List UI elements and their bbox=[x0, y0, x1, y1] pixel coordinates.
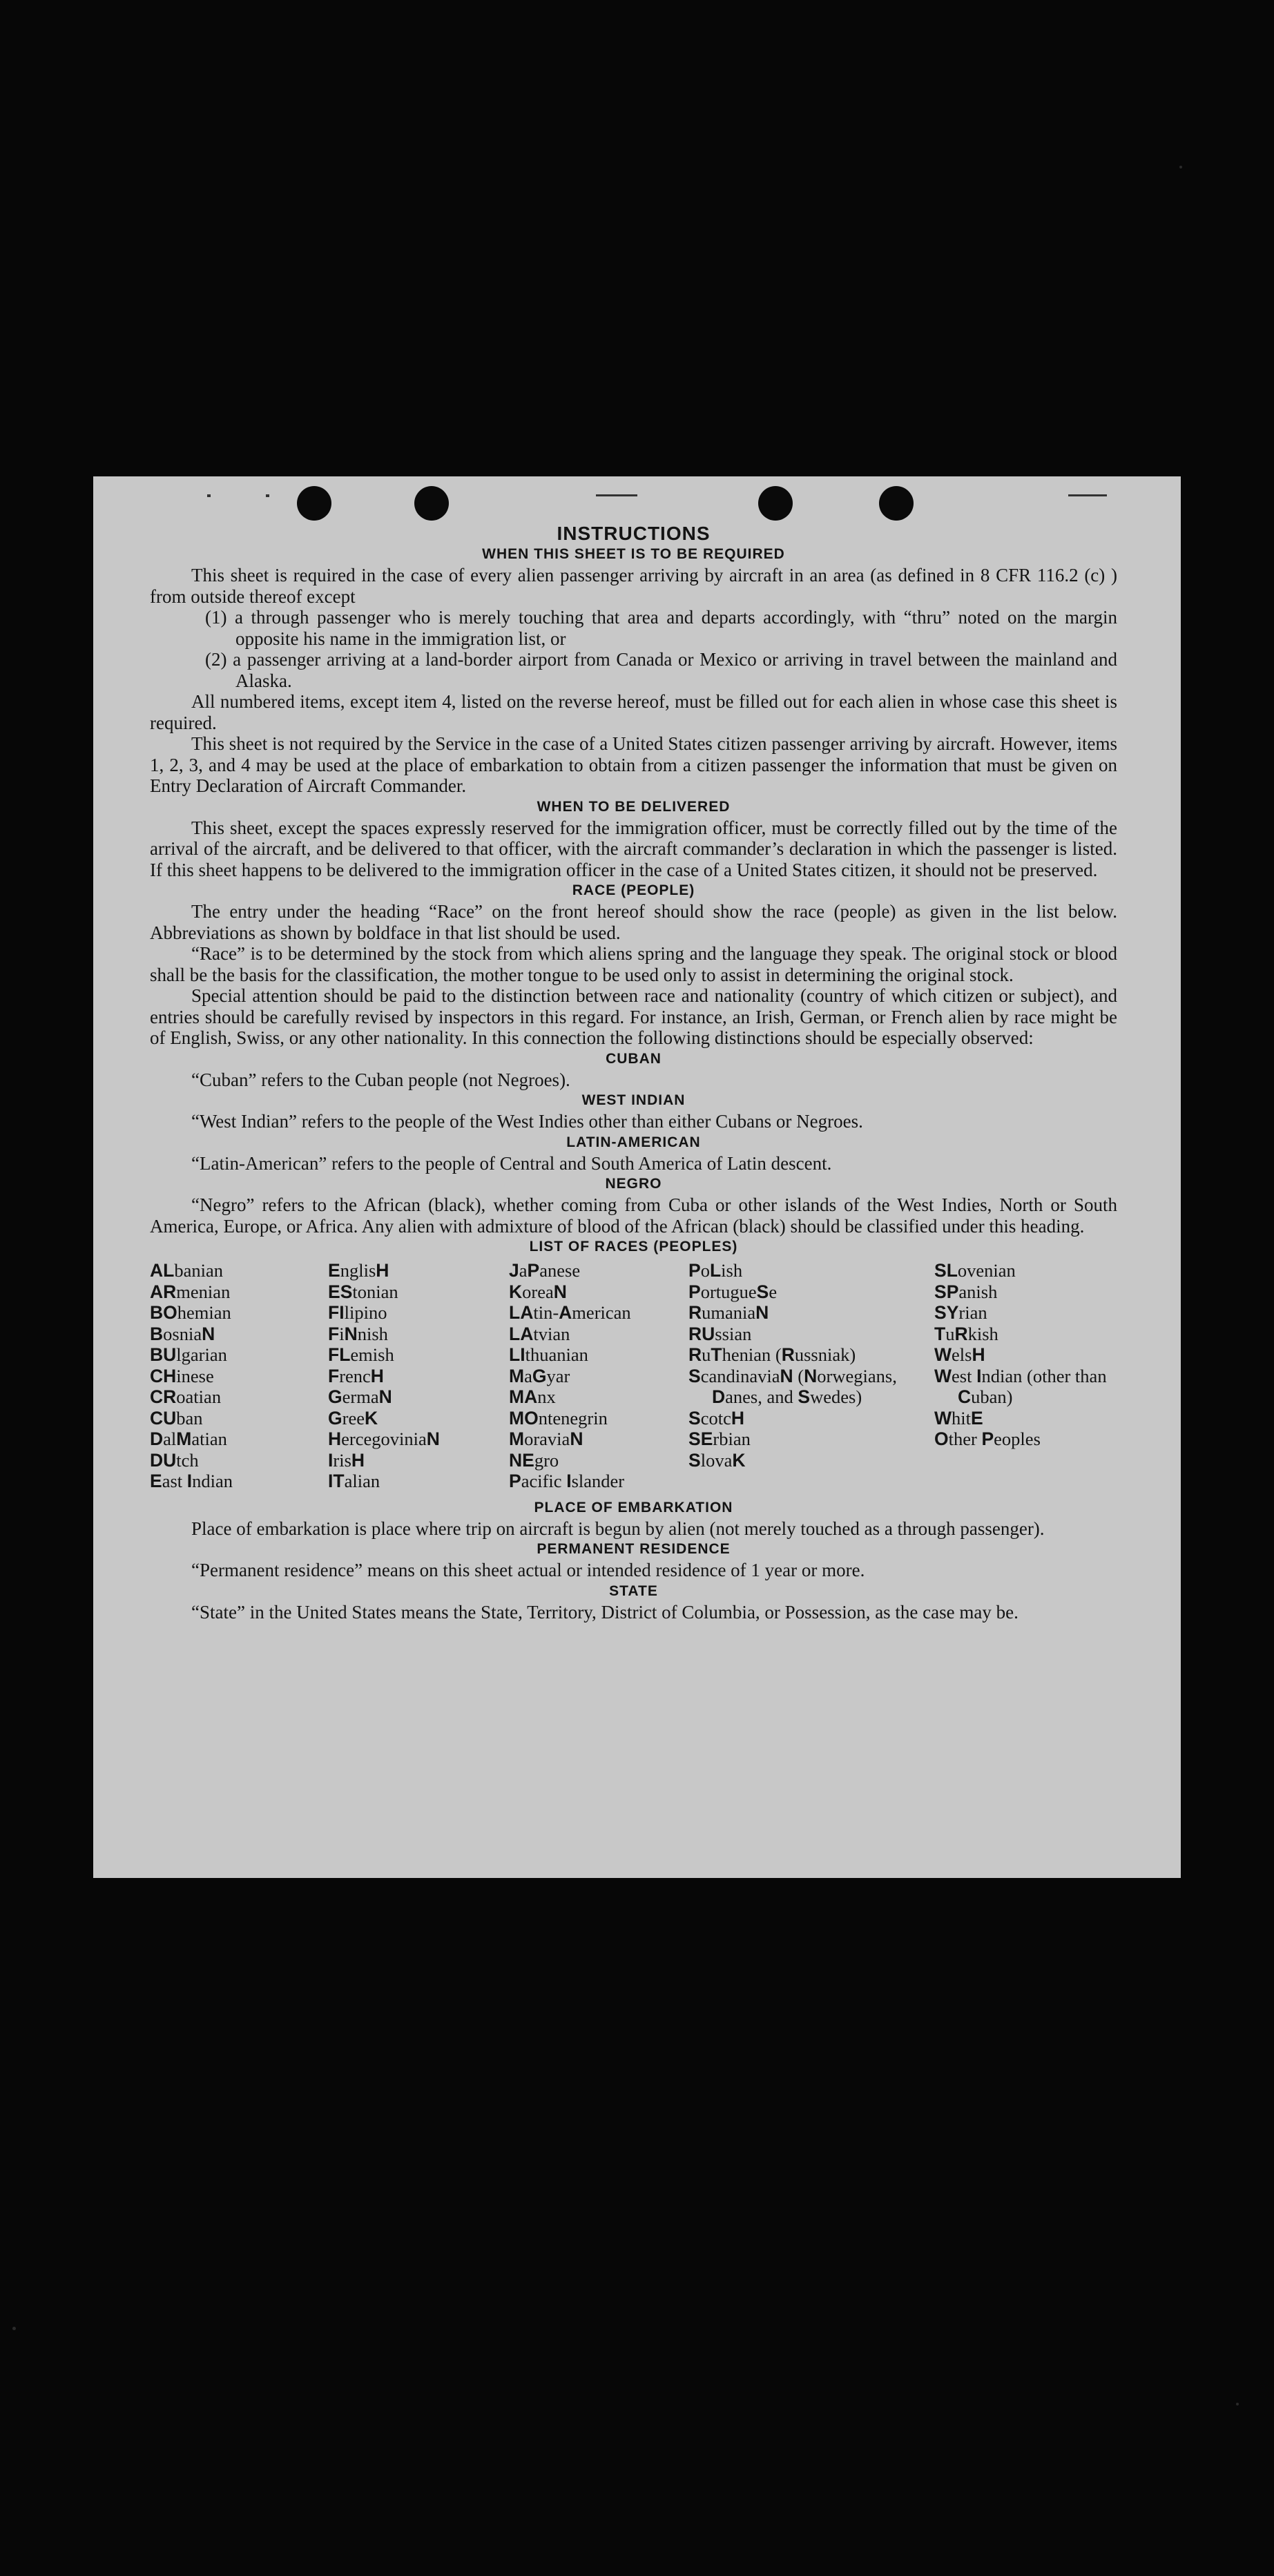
race-column bbox=[934, 1260, 1114, 1492]
race-column bbox=[150, 1260, 328, 1492]
race-entry: RuThenian (Russniak) bbox=[688, 1344, 856, 1365]
paragraph: “Negro” refers to the African (black), whether coming from Cuba or other islands of the West Indies, North or South America, Europe, or Africa. Any alien with admixture of blood of the African (black) should be classified under this heading. bbox=[150, 1194, 1117, 1237]
heading-race: RACE (PEOPLE) bbox=[572, 882, 695, 898]
race-entry: WelsH bbox=[934, 1344, 985, 1365]
race-entry: LIthuanian bbox=[509, 1344, 588, 1365]
race-entry: BosniaN bbox=[150, 1323, 215, 1344]
paragraph: The entry under the heading “Race” on the front hereof should show the race (people) as given in the list below. Abbreviations as shown by boldface in that list should be used. bbox=[150, 901, 1117, 943]
race-entry: FLemish bbox=[328, 1344, 394, 1365]
race-entry: Pacific Islander bbox=[509, 1471, 625, 1491]
race-list bbox=[150, 1260, 1117, 1492]
race-entry: RUssian bbox=[688, 1323, 752, 1344]
punch-hole bbox=[414, 486, 449, 521]
race-entry: EStonian bbox=[328, 1281, 398, 1302]
film-speck bbox=[12, 2327, 16, 2330]
race-entry: FrencH bbox=[328, 1365, 384, 1386]
race-entry: FIlipino bbox=[328, 1302, 387, 1323]
race-entry: HercegoviniaN bbox=[328, 1429, 440, 1449]
exception-item-2: (2) a passenger arriving at a land-border airport from Canada or Mexico or arriving in travel between the mainland and Alaska. bbox=[205, 649, 1117, 691]
race-column bbox=[509, 1260, 688, 1492]
race-entry: WhitE bbox=[934, 1407, 983, 1429]
paragraph: This sheet is required in the case of every alien passenger arriving by aircraft in an area (as defined in 8 CFR 116.2 (c) ) from outside thereof except bbox=[150, 565, 1117, 607]
race-entry: BUlgarian bbox=[150, 1344, 227, 1365]
paragraph: Place of embarkation is place where trip on aircraft is begun by alien (not merely touched as a through passenger). bbox=[191, 1518, 1045, 1539]
race-entry: SPanish bbox=[934, 1281, 998, 1302]
race-entry: East Indian bbox=[150, 1471, 233, 1491]
race-entry: DUtch bbox=[150, 1449, 199, 1471]
race-entry: LAtvian bbox=[509, 1323, 570, 1344]
race-entry: JaPanese bbox=[509, 1260, 581, 1281]
race-entry: ITalian bbox=[328, 1471, 380, 1491]
race-entry: CRoatian bbox=[150, 1386, 222, 1407]
paragraph: All numbered items, except item 4, listed on the reverse hereof, must be filled out for each alien in whose case this sheet is required. bbox=[150, 691, 1117, 733]
race-entry: MoraviaN bbox=[509, 1429, 583, 1449]
race-entry: EnglisH bbox=[328, 1260, 389, 1281]
race-entry: MOntenegrin bbox=[509, 1407, 608, 1429]
race-entry: GermaN bbox=[328, 1386, 392, 1407]
paragraph: “State” in the United States means the State, Territory, District of Columbia, or Possession, as the case may be. bbox=[191, 1601, 1019, 1623]
instruction-sheet bbox=[93, 476, 1181, 1878]
race-entry: ALbanian bbox=[150, 1260, 223, 1281]
race-entry: ScotcH bbox=[688, 1407, 744, 1429]
race-entry: MAnx bbox=[509, 1386, 556, 1407]
paragraph: “Permanent residence” means on this sheet actual or intended residence of 1 year or more. bbox=[191, 1560, 865, 1580]
race-entry: SErbian bbox=[688, 1429, 751, 1449]
race-entry: DalMatian bbox=[150, 1429, 227, 1449]
race-entry: ScandinaviaN (Norwegians, Danes, and Swedes) bbox=[688, 1365, 897, 1407]
race-entry: RumaniaN bbox=[688, 1302, 769, 1323]
race-entry: CUban bbox=[150, 1407, 203, 1429]
scan-mark bbox=[596, 494, 637, 496]
paragraph: “Cuban” refers to the Cuban people (not Negroes). bbox=[191, 1069, 570, 1090]
exception-item-1: (1) a through passenger who is merely touching that area and departs accordingly, with “thru” noted on the margin opposite his name in the immigration list, or bbox=[205, 607, 1117, 649]
paragraph: “Race” is to be determined by the stock from which aliens spring and the language they speak. The original stock or blood shall be the basis for the classification, the mother tongue to be used only to assist in determining the original stock. bbox=[150, 943, 1117, 985]
race-entry: LAtin-American bbox=[509, 1302, 631, 1323]
heading-list-of-races: LIST OF RACES (PEOPLES) bbox=[529, 1239, 738, 1255]
heading-when-delivered: WHEN TO BE DELIVERED bbox=[537, 798, 731, 815]
heading-west-indian: WEST INDIAN bbox=[581, 1092, 686, 1108]
race-entry: ARmenian bbox=[150, 1281, 231, 1302]
punch-hole bbox=[297, 486, 331, 521]
film-speck bbox=[1236, 2403, 1239, 2405]
race-entry: Other Peoples bbox=[934, 1429, 1041, 1449]
punch-hole bbox=[758, 486, 793, 521]
heading-state: STATE bbox=[609, 1582, 658, 1599]
page-title: INSTRUCTIONS bbox=[557, 523, 711, 544]
race-column bbox=[688, 1260, 934, 1492]
paragraph: This sheet, except the spaces expressly reserved for the immigration officer, must be correctly filled out by the time of the arrival of the aircraft, and be delivered to that officer, with the aircraft commander’s declaration in which the passenger is listed. If this sheet happens to be delivered to the immigration officer in the case of a United States citizen, it should not be preserved. bbox=[150, 817, 1117, 880]
film-speck bbox=[1179, 166, 1182, 168]
heading-negro: NEGRO bbox=[605, 1176, 662, 1192]
race-entry: MaGyar bbox=[509, 1365, 570, 1386]
punch-hole bbox=[879, 486, 914, 521]
scan-mark bbox=[266, 494, 269, 497]
race-entry: PortugueSe bbox=[688, 1281, 778, 1302]
paragraph: This sheet is not required by the Service in the case of a United States citizen passenger arriving by aircraft. However, items 1, 2, 3, and 4 may be used at the place of embarkation to obtain from a citizen passenger the information that must be given on Entry Declaration of Aircraft Commander. bbox=[150, 733, 1117, 796]
heading-when-required: WHEN THIS SHEET IS TO BE REQUIRED bbox=[482, 546, 785, 562]
scan-mark bbox=[207, 494, 211, 497]
heading-embarkation: PLACE OF EMBARKATION bbox=[534, 1499, 733, 1515]
race-entry: TuRkish bbox=[934, 1323, 998, 1344]
race-entry: SlovaK bbox=[688, 1449, 746, 1471]
heading-cuban: CUBAN bbox=[606, 1050, 662, 1067]
race-entry: KoreaN bbox=[509, 1281, 567, 1302]
race-column bbox=[328, 1260, 509, 1492]
paragraph: “West Indian” refers to the people of the West Indies other than either Cubans or Negroes. bbox=[191, 1111, 863, 1132]
race-entry: GreeK bbox=[328, 1407, 378, 1429]
race-entry: PoLish bbox=[688, 1260, 743, 1281]
race-entry: NEgro bbox=[509, 1449, 559, 1471]
race-entry: FiNnish bbox=[328, 1323, 388, 1344]
scan-mark bbox=[1068, 494, 1107, 496]
race-entry: SYrian bbox=[934, 1302, 987, 1323]
race-entry: West Indian (other than Cuban) bbox=[934, 1365, 1107, 1407]
paragraph: Special attention should be paid to the distinction between race and nationality (country of which citizen or subject), and entries should be carefully revised by inspectors in this regard. For instance, an Irish, German, or French alien by race might be of English, Swiss, or any other nationality. In this connection the following distinctions should be especially observed: bbox=[150, 985, 1117, 1048]
paragraph: “Latin-American” refers to the people of Central and South America of Latin descent. bbox=[191, 1152, 832, 1174]
heading-latin-american: LATIN-AMERICAN bbox=[566, 1134, 701, 1150]
race-entry: IrisH bbox=[328, 1449, 365, 1471]
race-entry: SLovenian bbox=[934, 1260, 1016, 1281]
heading-permanent-residence: PERMANENT RESIDENCE bbox=[537, 1541, 731, 1557]
race-entry: BOhemian bbox=[150, 1302, 231, 1323]
race-entry: CHinese bbox=[150, 1365, 214, 1386]
